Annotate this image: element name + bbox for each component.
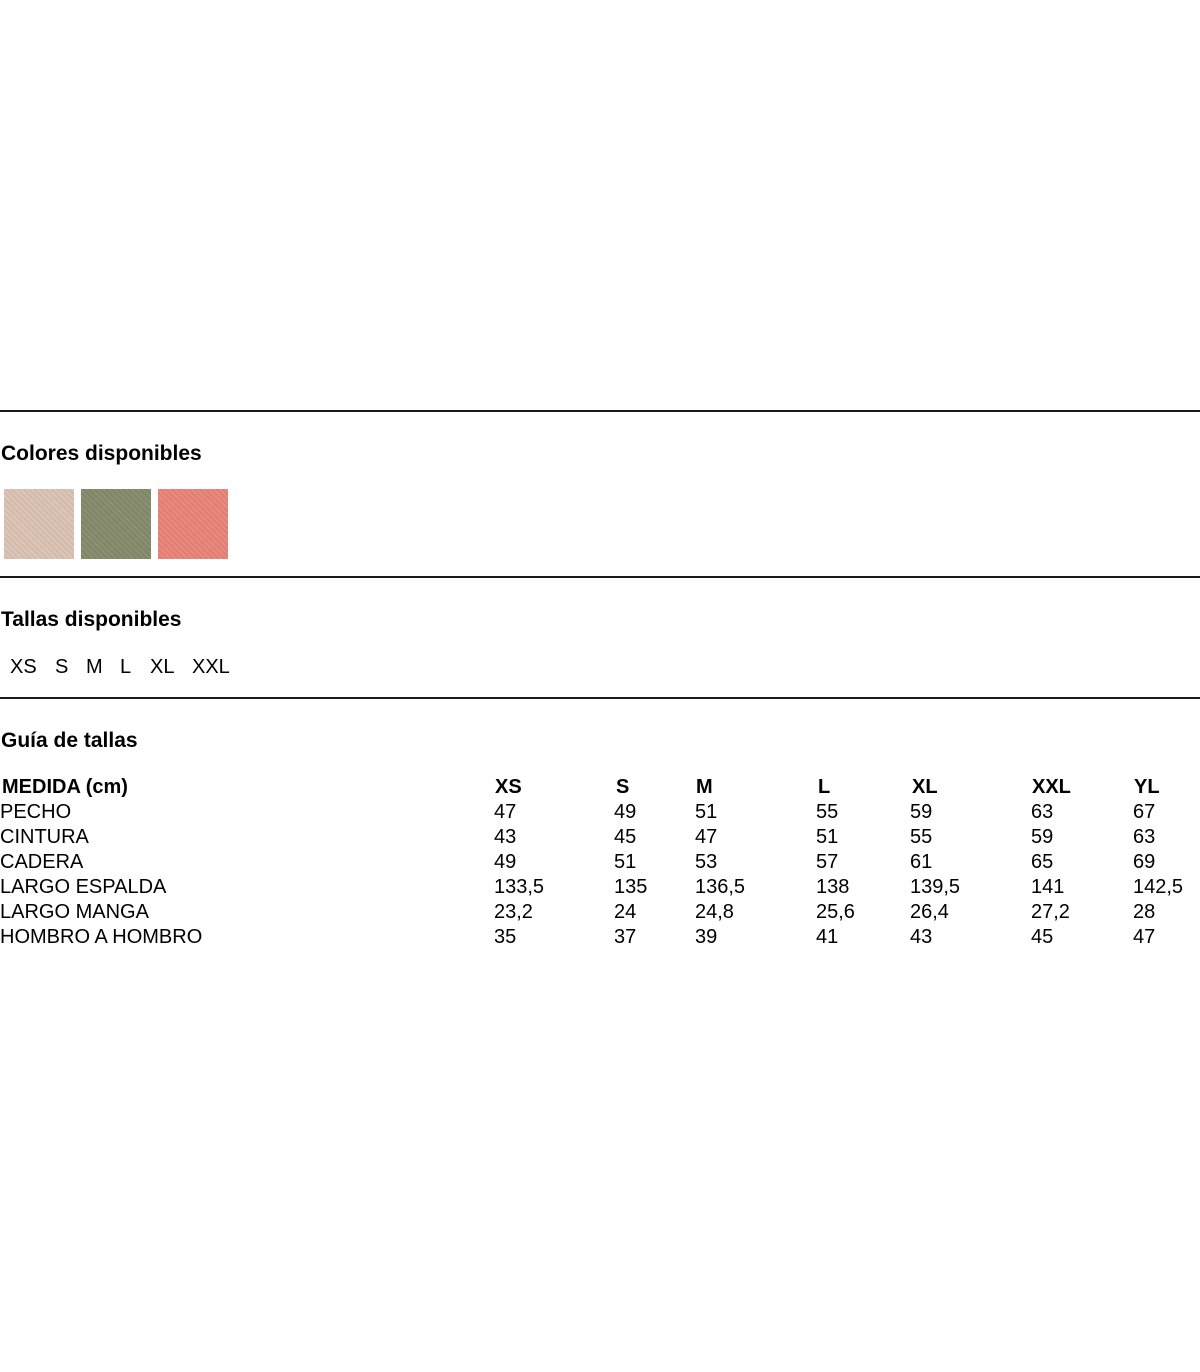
table-cell: 53 — [695, 851, 718, 873]
table-cell: 55 — [910, 826, 933, 848]
table-cell: 24 — [614, 901, 637, 923]
table-cell: 39 — [695, 926, 718, 948]
row-label: HOMBRO A HOMBRO — [0, 926, 203, 948]
table-cell: 51 — [695, 801, 718, 823]
table-cell: 57 — [816, 851, 839, 873]
table-cell: 67 — [1133, 801, 1156, 823]
table-cell: 23,2 — [494, 901, 533, 923]
table-cell: 55 — [816, 801, 839, 823]
table-cell: 135 — [614, 876, 648, 898]
table-cell: 63 — [1133, 826, 1156, 848]
row-label: CINTURA — [0, 826, 89, 848]
sizes-heading: Tallas disponibles — [1, 608, 182, 631]
beige-swatch[interactable] — [4, 489, 74, 559]
olive-swatch[interactable] — [81, 489, 151, 559]
table-cell: 43 — [494, 826, 517, 848]
size-option-m[interactable]: M — [86, 656, 103, 678]
row-label: LARGO ESPALDA — [0, 876, 167, 898]
size-guide-heading: Guía de tallas — [1, 729, 138, 752]
header-size-xxl: XXL — [1032, 776, 1071, 798]
table-cell: 51 — [816, 826, 839, 848]
table-cell: 45 — [1031, 926, 1054, 948]
table-cell: 37 — [614, 926, 637, 948]
table-cell: 133,5 — [494, 876, 545, 898]
table-cell: 139,5 — [910, 876, 961, 898]
table-cell: 45 — [614, 826, 637, 848]
table-cell: 51 — [614, 851, 637, 873]
header-size-m: M — [696, 776, 713, 798]
table-cell: 24,8 — [695, 901, 734, 923]
table-cell: 141 — [1031, 876, 1065, 898]
row-label: LARGO MANGA — [0, 901, 149, 923]
header-size-xs: XS — [495, 776, 522, 798]
table-cell: 26,4 — [910, 901, 949, 923]
table-cell: 69 — [1133, 851, 1156, 873]
header-measure: MEDIDA (cm) — [2, 776, 128, 798]
table-cell: 47 — [695, 826, 718, 848]
table-cell: 65 — [1031, 851, 1054, 873]
table-cell: 138 — [816, 876, 850, 898]
table-cell: 142,5 — [1133, 876, 1184, 898]
divider-colors — [0, 576, 1200, 578]
table-cell: 49 — [614, 801, 637, 823]
table-row — [0, 900, 1200, 925]
table-cell: 59 — [910, 801, 933, 823]
table-cell: 61 — [910, 851, 933, 873]
size-option-xxl[interactable]: XXL — [192, 656, 230, 678]
color-swatches — [4, 489, 228, 559]
table-cell: 25,6 — [816, 901, 855, 923]
size-option-xs[interactable]: XS — [10, 656, 37, 678]
header-size-xl: XL — [912, 776, 938, 798]
table-header-row — [0, 775, 1200, 800]
table-row — [0, 925, 1200, 950]
table-cell: 63 — [1031, 801, 1054, 823]
coral-swatch[interactable] — [158, 489, 228, 559]
table-cell: 41 — [816, 926, 839, 948]
table-row — [0, 825, 1200, 850]
table-row — [0, 875, 1200, 900]
table-cell: 47 — [1133, 926, 1156, 948]
header-size-yl: YL — [1134, 776, 1160, 798]
table-cell: 27,2 — [1031, 901, 1070, 923]
table-cell: 43 — [910, 926, 933, 948]
colors-heading: Colores disponibles — [1, 442, 202, 465]
table-row — [0, 850, 1200, 875]
table-cell: 28 — [1133, 901, 1156, 923]
table-cell: 136,5 — [695, 876, 746, 898]
table-cell: 47 — [494, 801, 517, 823]
row-label: CADERA — [0, 851, 84, 873]
table-cell: 35 — [494, 926, 517, 948]
row-label: PECHO — [0, 801, 72, 823]
divider-top — [0, 410, 1200, 412]
header-size-s: S — [616, 776, 630, 798]
header-size-l: L — [818, 776, 831, 798]
table-cell: 49 — [494, 851, 517, 873]
table-row — [0, 800, 1200, 825]
divider-sizes — [0, 697, 1200, 699]
table-cell: 59 — [1031, 826, 1054, 848]
size-option-xl[interactable]: XL — [150, 656, 175, 678]
size-option-s[interactable]: S — [55, 656, 69, 678]
size-option-l[interactable]: L — [120, 656, 132, 678]
